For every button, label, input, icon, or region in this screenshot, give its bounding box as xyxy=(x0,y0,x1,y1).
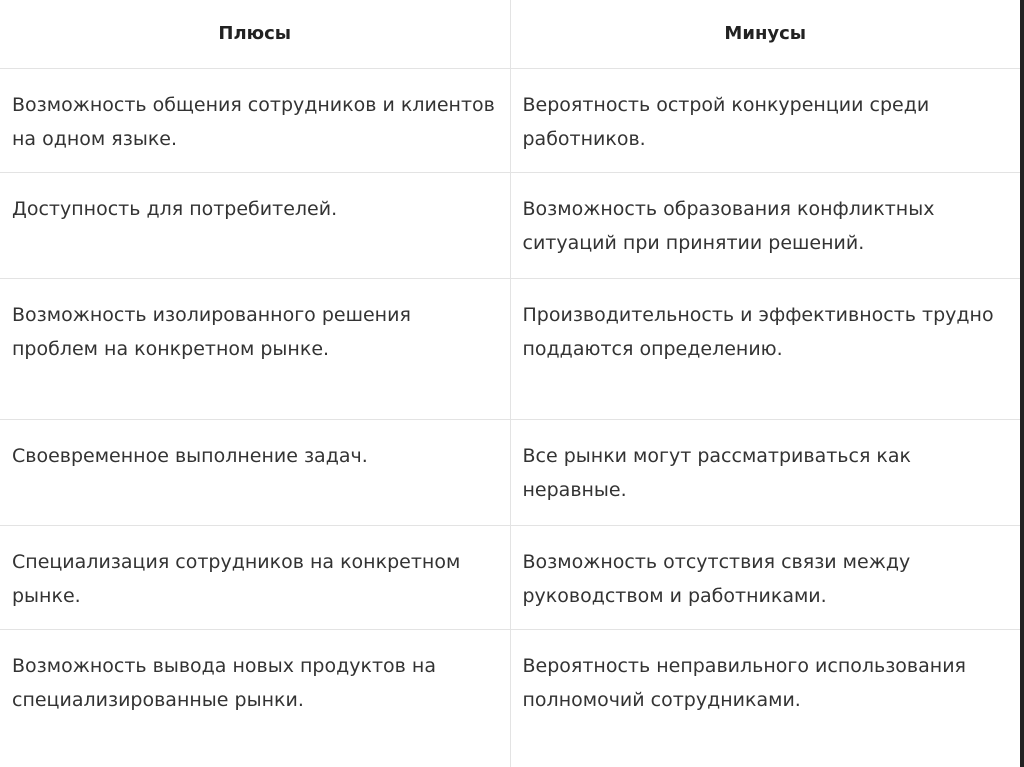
table-row xyxy=(0,68,1020,172)
pro-cell: Доступность для потребителей. xyxy=(0,172,510,278)
table-header-row xyxy=(0,0,1020,68)
con-cell: Вероятность неправильного использования полномочий сотрудниками. xyxy=(510,629,1020,767)
pro-cell: Своевременное выполнение задач. xyxy=(0,419,510,525)
table-row xyxy=(0,278,1020,419)
pro-cell: Специализация сотрудников на конкретном рынке. xyxy=(0,525,510,629)
con-cell: Все рынки могут рассматриваться как неравные. xyxy=(510,419,1020,525)
pro-cell: Возможность вывода новых продуктов на специализированные рынки. xyxy=(12,654,436,711)
pro-cell: Возможность общения сотрудников и клиентов на одном языке. xyxy=(0,68,510,172)
con-cell: Возможность отсутствия связи между руководством и работниками. xyxy=(510,525,1020,629)
con-cell: Возможность образования конфликтных ситуаций при принятии решений. xyxy=(510,172,1020,278)
con-cell: Вероятность острой конкуренции среди работников. xyxy=(510,68,1020,172)
header-pros: Плюсы xyxy=(0,0,510,68)
table-row xyxy=(0,419,1020,525)
table-row xyxy=(0,525,1020,629)
table-row xyxy=(0,172,1020,278)
con-cell: Производительность и эффективность трудно поддаются определению. xyxy=(510,278,1020,419)
table-row xyxy=(0,629,1020,767)
header-cons: Минусы xyxy=(510,0,1020,68)
pro-cell: Возможность изолированного решения проблем на конкретном рынке. xyxy=(0,278,510,419)
